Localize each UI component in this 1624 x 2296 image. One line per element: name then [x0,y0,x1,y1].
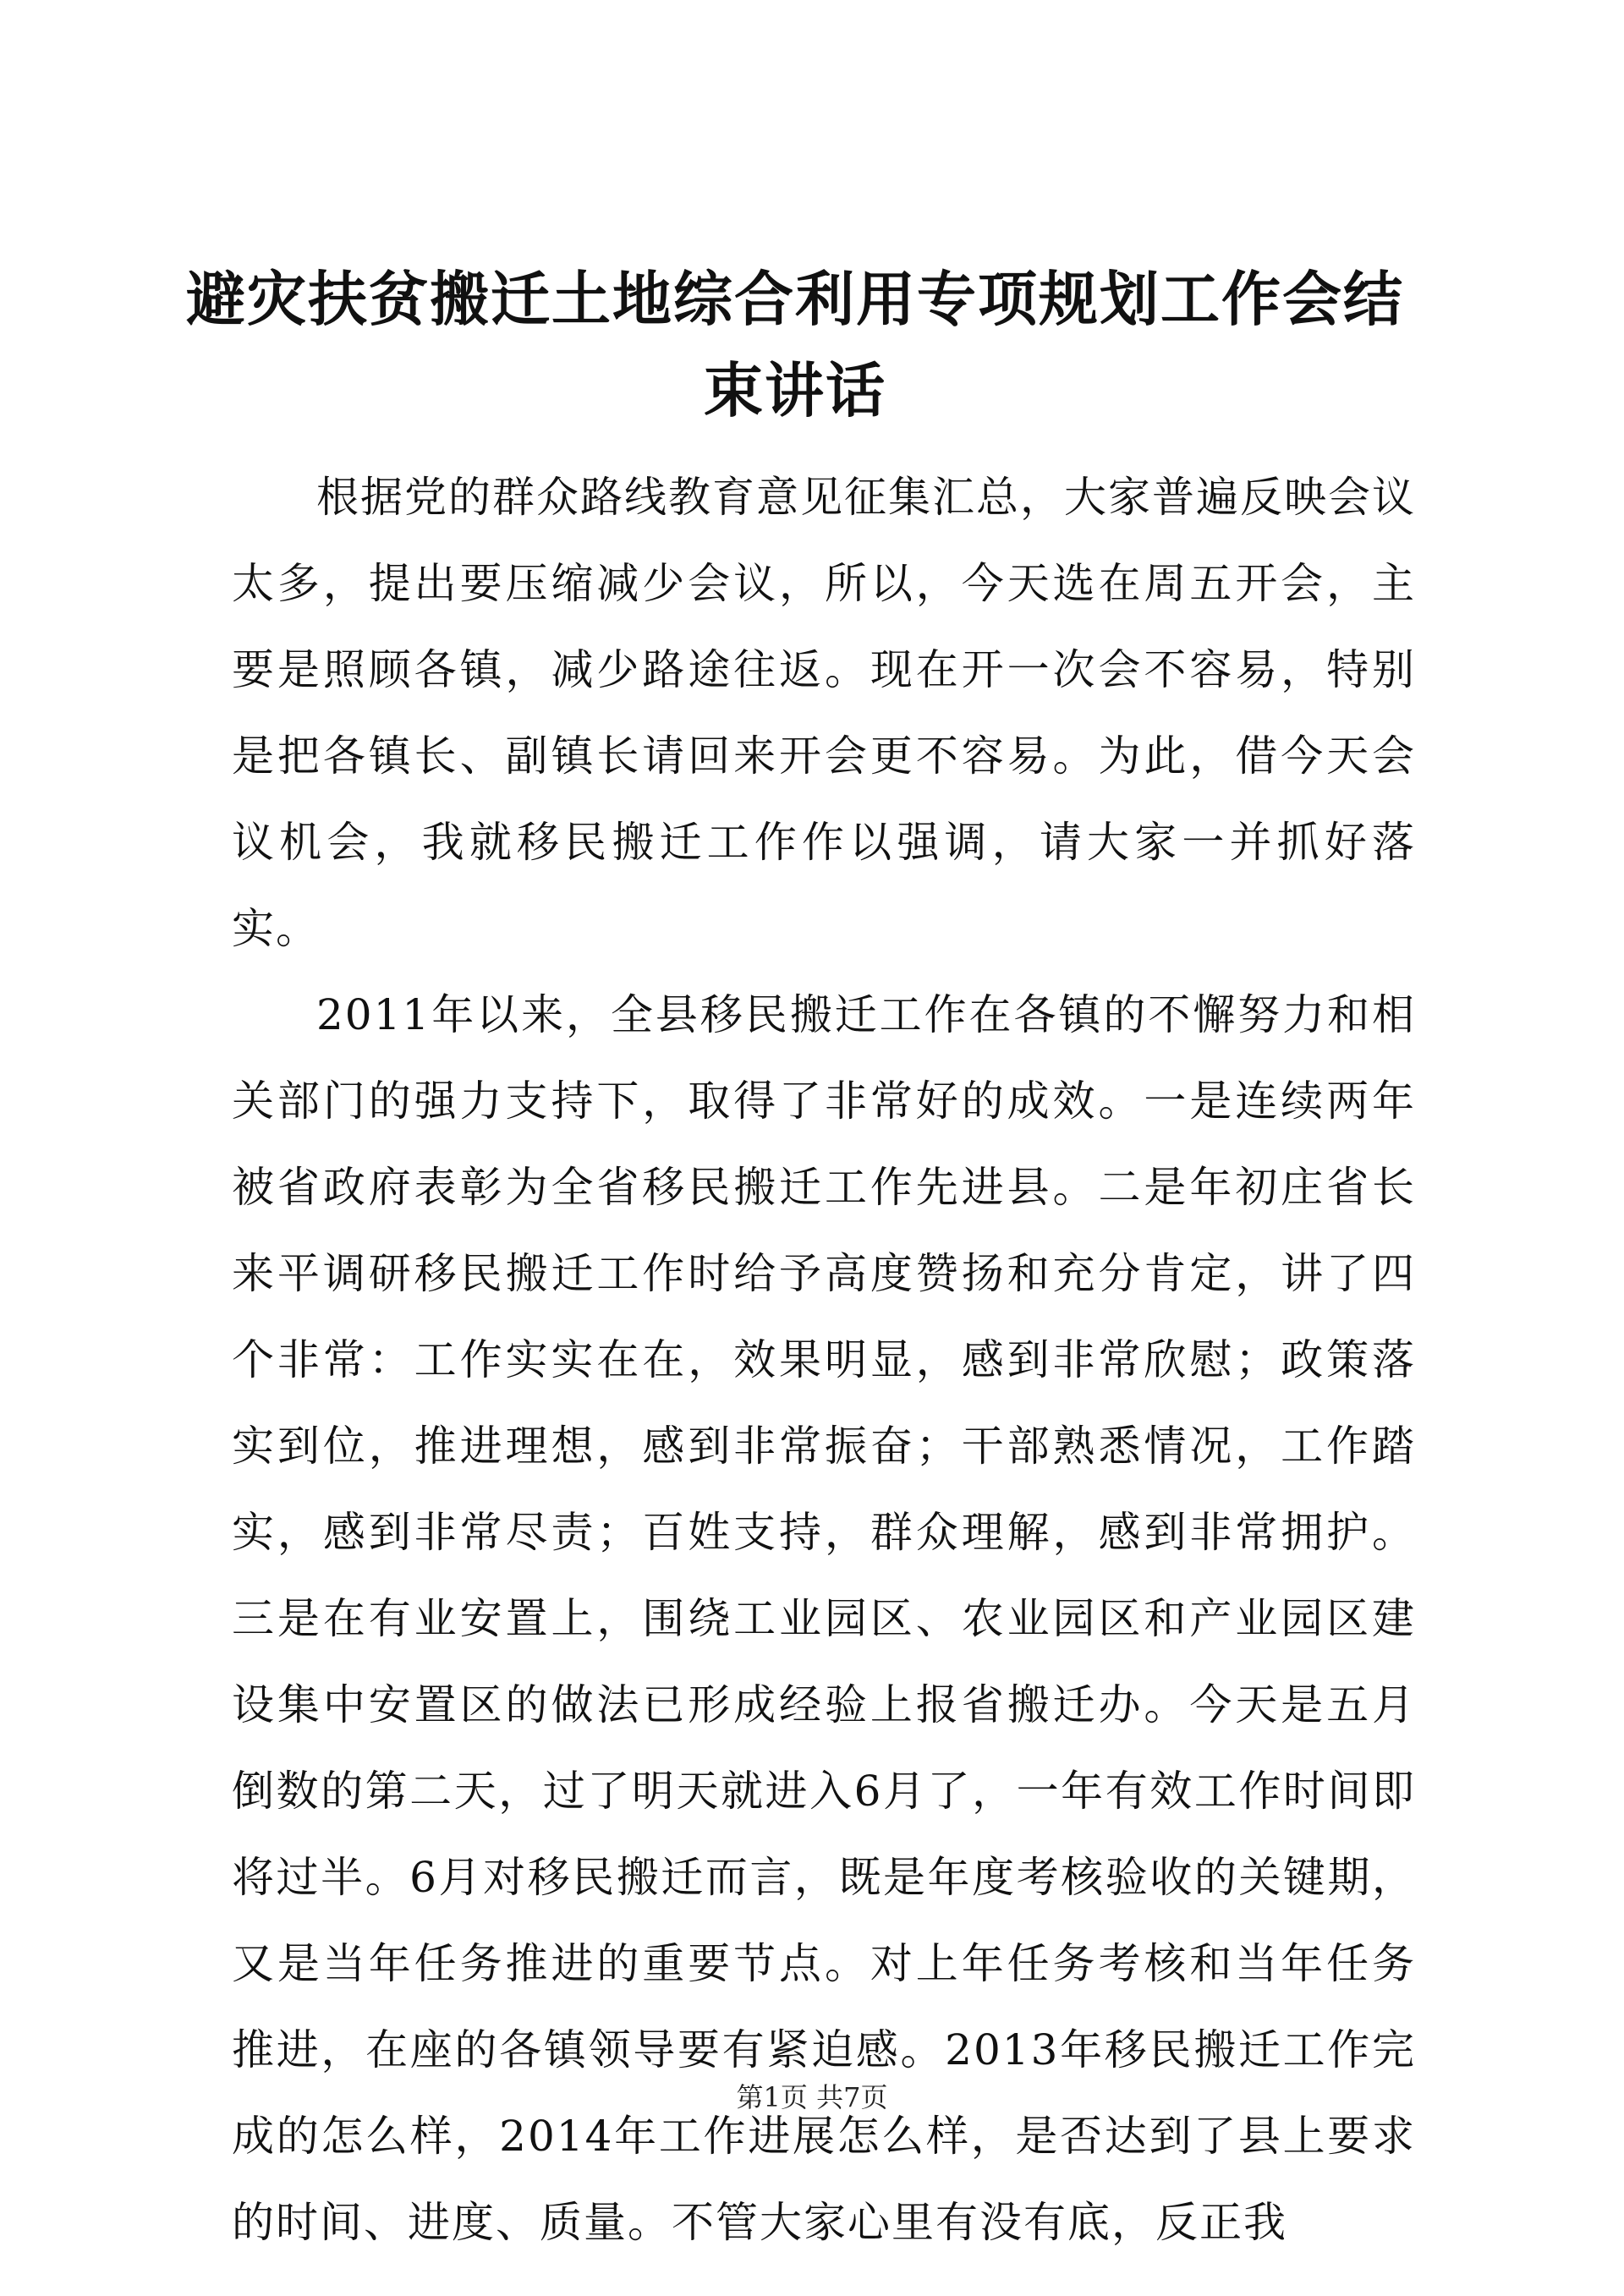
page-number-footer: 第1页 共7页 [736,2081,888,2113]
paragraph-achievements: 2011年以来，全县移民搬迁工作在各镇的不懈努力和相关部门的强力支持下，取得了非常好的成效。一是连续两年被省政府表彰为全省移民搬迁工作先进县。二是年初庄省长来平调研移民搬迁工作时给予高度赞扬和充分肯定，讲了四个非常：工作实实在在，效果明显，感到非常欣慰；政策落实到位，推进理想，感到非常振奋；干部熟悉情况，工作踏实，感到非常尽责；百姓支持，群众理解，感到非常拥护。三是在有业安置上，围绕工业园区、农业园区和产业园区建设集中安置区的做法已形成经验上报省搬迁办。今天是五月倒数的第二天，过了明天就进入6月了，一年有效工作时间即将过半。6月对移民搬迁而言，既是年度考核验收的关键期，又是当年任务推进的重要节点。对上年任务考核和当年任务推进，在座的各镇领导要有紧迫感。2013年移民搬迁工作完成的怎么样，2014年工作进展怎么样，是否达到了县上要求的时间、进度、质量。不管大家心里有没有底，反正我 [232,990,1416,2247]
document-body [232,454,1416,2266]
document-title: 避灾扶贫搬迁土地综合利用专项规划工作会结束讲话 [186,265,1404,425]
paragraph-intro: 根据党的群众路线教育意见征集汇总，大家普遍反映会议太多，提出要压缩减少会议，所以，今天选在周五开会，主要是照顾各镇，减少路途往返。现在开一次会不容易，特别是把各镇长、副镇长请回来开会更不容易。为此，借今天会议机会，我就移民搬迁工作作以强调，请大家一并抓好落实。 [232,473,1416,953]
